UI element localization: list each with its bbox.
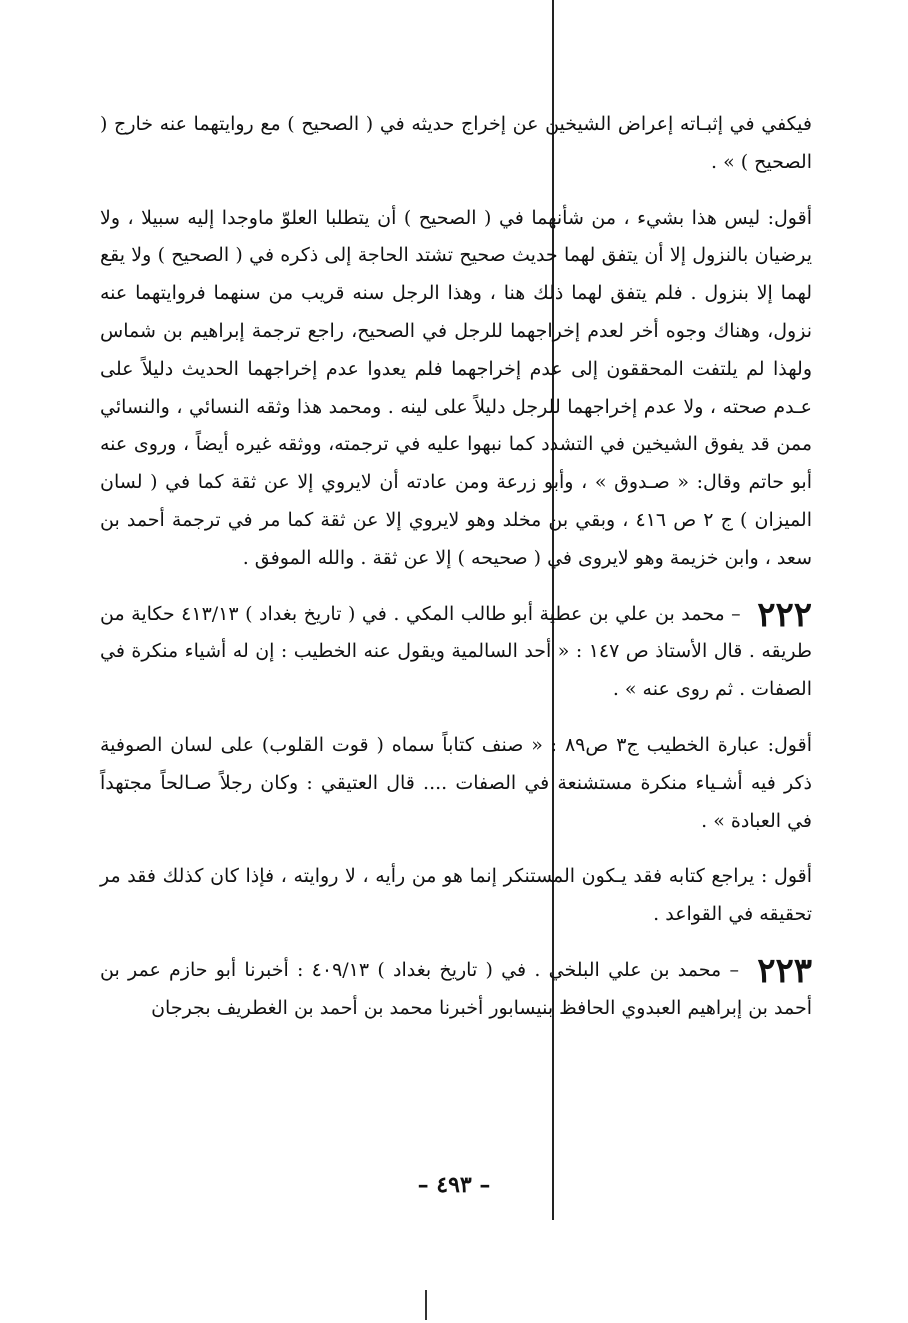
- entry-text: – محمد بن علي البلخي . في ( تاريخ بغداد ) ٤٠٩/١٣ : أخبرنا أبو حازم عمر بن أحمد بن إبراهيم العبدوي الحافظ بنيسابور أخبرنا محمد بن أحمد بن الغطريف بجرجان: [100, 958, 812, 1019]
- scan-mark: [425, 1290, 427, 1320]
- paragraph: أقول: ليس هذا بشيء ، من شأنهما في ( الصحيح ) أن يتطلبا العلوّ ماوجدا إليه سبيلا ، ولا يرضيان بالنزول إلا أن يتفق لهما حديث صحيح تشتد الحاجة إلى ذكره في ( الصحيح ) ولا يقع لهما إلا بنزول . فلم يتفق لهما ذلك هنا ، وهذا الرجل سنه قريب من سنهما فروايتهما عنه نزول، وهناك وجوه أخر لعدم إخراجهما للرجل في الصحيح، راجع ترجمة إبراهيم بن شماس ولهذا لم يلتفت المحققون إلى عدم إخراجهما فلم يعدوا عدم إخراجهما الحديث دليلاً على عـدم صحته ، ولا عدم إخراجهما للرجل دليلاً على لينه . ومحمد هذا وثقه النسائي ، والنسائي ممن قد يفوق الشيخين في التشدد كما نبهوا عليه في ترجمته، ووثقه غيره أيضاً ، وروى عنه أبو حاتم وقال: « صـدوق » ، وأبو زرعة ومن عادته أن لايروي إلا عن ثقة كما في ( لسان الميزان ) ج ٢ ص ٤١٦ ، وبقي بن مخلد وهو لايروي إلا عن ثقة كما مر في ترجمة أحمد بن سعد ، وابن خزيمة وهو لايروى في ( صحيحه ) إلا عن ثقة . والله الموفق .: [100, 206, 812, 569]
- entry-paragraph: [100, 596, 812, 709]
- paragraph: أقول: عبارة الخطيب ج٣ ص٨٩ : « صنف كتاباً سماه ( قوت القلوب) على لسان الصوفية ذكر فيه أشـياء منكرة مستشنعة في الصفات .... قال العتيقي : وكان رجلاً صـالحاً مجتهداً في العبادة » .: [100, 733, 812, 832]
- entry-number: ٢٢٢: [757, 594, 812, 635]
- paragraph: فيكفي في إثبـاته إعراض الشيخين عن إخراج حديثه في ( الصحيح ) مع روايتهما عنه خارج ( الصحيح ) » .: [100, 113, 812, 173]
- page-body-text: [100, 106, 812, 1028]
- entry-paragraph: [100, 952, 812, 1028]
- entry-number: ٢٢٣: [757, 950, 813, 991]
- paragraph: أقول : يراجع كتابه فقد يـكون المستنكر إنما هو من رأيه ، لا روايته ، فإذا كان كذلك فقد مر تحقيقه في القواعد .: [100, 865, 812, 926]
- page-number: – ٤٩٣ –: [417, 1172, 491, 1198]
- entry-text: – محمد بن علي بن عطية أبو طالب المكي . في ( تاريخ بغداد ) ٤١٣/١٣ حكاية من طريقه . قال الأستاذ ص ١٤٧ : « أحد السالمية ويقول عنه الخطيب : إن له أشياء منكرة في الصفات . ثم روى عنه » .: [100, 602, 813, 701]
